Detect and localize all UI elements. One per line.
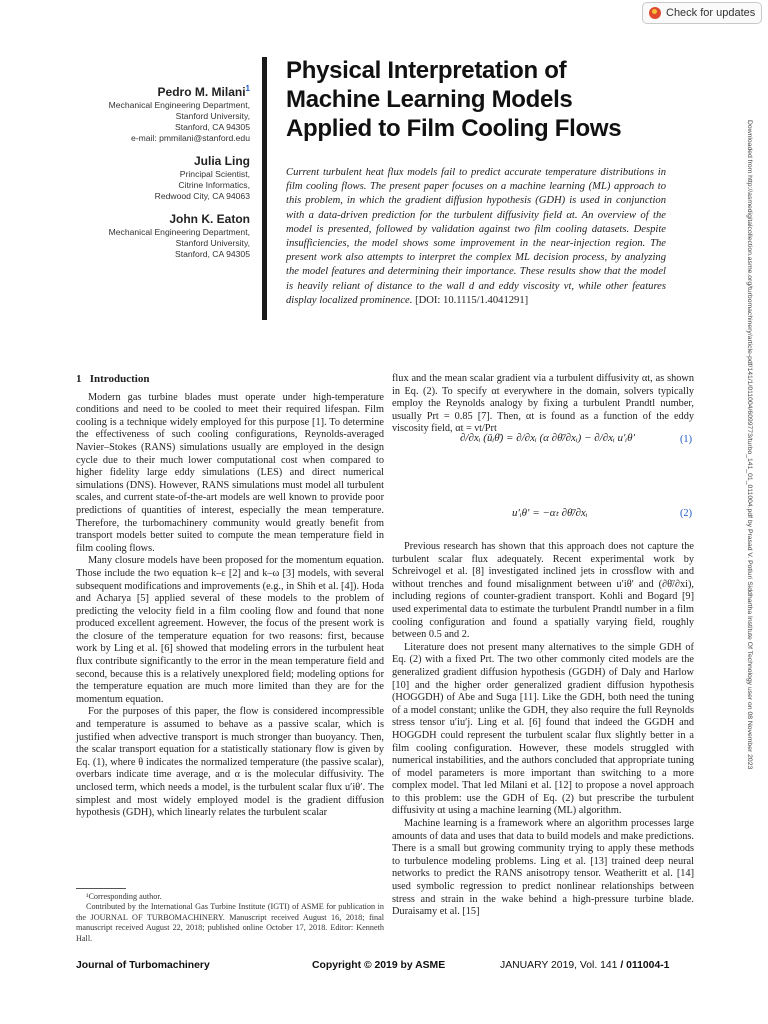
paragraph: For the purposes of this paper, the flow is considered incompressible and temperature is assumed to behave as a passive scalar, which is justified when advective transport is much stronger than buoyancy. Then, the scalar transport equation for a statistically stationary flow is given by Eq. (1), where θ indicates the normalized temperature (the passive scalar), overbars indicate time average, and α is the molecular diffusivity. The unclosed term, which needs a model, is the turbulent scalar flux u′iθ′. The simplest and most widely employed model is the gradient diffusion hypothesis (GDH), which linearly relates the turbulent scalar (76, 706, 384, 819)
equation-number: (2) (680, 508, 693, 519)
author-name: Julia Ling (193, 154, 250, 168)
right-column-bottom (392, 541, 694, 919)
update-badge-icon (649, 7, 661, 19)
paragraph: Literature does not present many alternatives to the simple GDH of Eq. (2) with a fixed Prt. The two other commonly cited models are the generalized gradient diffusion hypothesis (GGDH) of Daly and Harlow [10] and the higher order generalized gradient diffusion hypothesis (HOGGDH) of Abe and Suga [11]. Like the GDH, both need the tuning of a model constant; unlike the GDH, they also require the full Reynolds stress tensor u′iu′j. Ling et al. [6] found that indeed the GGDH and HOGGDH could represent the turbulent scalar flux slightly better in a film cooling configuration. However, these models struggled with numerical instabilities, and the authors concluded that appropriate tuning of model parameters is more important than switching to a more complex model. That led Milani et al. [12] to propose a novel approach to this problem: use the GDH of Eq. (2) but prescribe the turbulent diffusivity αt using a machine learning (ML) algorithm. (392, 641, 694, 817)
download-notice-text: Downloaded from http://asmedigitalcollection.asme.org/turbomachinery/article-pdf/141/1/011004/6099773/turbo_141_01_011004.pdf by Prasad V. Potluri Siddhartha Institute Of Technology user on 08 November 2023 (746, 120, 753, 770)
issue: JANUARY 2019, Vol. 141 (500, 960, 618, 971)
author-3 (108, 212, 250, 260)
paragraph: Previous research has shown that this approach does not capture the turbulent scalar flux adequately. Recent experimental work by Schreivogel et al. [8] investigated inclined jets in crossflow with and without trenches and found misalignment between u′iθ′ and (∂θ̄/∂xi), including regions of counter-gradient transport. Kohli and Bogard [9] used experimental data to estimate the turbulent Prandtl number in a film cooling configuration and found a spatially varying field, roughly between 0.5 and 2. (392, 541, 694, 641)
doi-link[interactable]: [DOI: 10.1115/1.4041291] (415, 294, 529, 306)
affiliation-line: Stanford, CA 94305 (174, 249, 250, 259)
affiliation-line: Redwood City, CA 94063 (154, 191, 250, 201)
affiliation-line: Principal Scientist, (179, 169, 250, 179)
left-column (76, 373, 384, 820)
title-line: Applied to Film Cooling Flows (286, 115, 622, 142)
footnote: ¹Corresponding author. (86, 892, 162, 901)
page-number: 011004-1 (626, 960, 670, 971)
right-column-top (392, 373, 694, 436)
affiliation-line: Mechanical Engineering Department, (108, 100, 250, 110)
footnotes (76, 892, 384, 944)
author-name: Pedro M. Milani (157, 85, 246, 99)
section-heading (76, 373, 384, 386)
paper-title (286, 56, 666, 143)
paragraph: flux and the mean scalar gradient via a turbulent diffusivity αt, as shown in Eq. (2). To specify αt everywhere in the domain, solvers typically employ the Reynolds analogy by fixing a turbulent Prandtl number, usually Prt = 0.85 [7]. Then, αt is found as a function of the eddy viscosity field, αt = νt/Prt (392, 373, 694, 435)
abstract-text: Current turbulent heat flux models fail to predict accurate temperature distributions in film cooling flows. The present paper focuses on a machine learning (ML) approach to this problem, in which the gradient diffusion hypothesis (GDH) is used in conjunction with a data-driven prediction for the turbulent diffusivity field αt. An overview of the model is presented, followed by validation against two film cooling datasets. Despite insufficiencies, the model shows some improvement in the near-injection region. The present work also attempts to interpret the complex ML decision process, by analyzing the model features and determining their importance. These results show that the model is heavily reliant of distance to the wall d and eddy viscosity νt, while other features display localized prominence. (286, 167, 666, 306)
affiliation-line: Stanford University, (175, 111, 250, 121)
check-for-updates-button[interactable] (642, 2, 762, 24)
affiliation-line: Citrine Informatics, (178, 180, 250, 190)
equation-1: ∂/∂xᵢ (ūᵢθ̄) = ∂/∂xᵢ (α ∂θ̄/∂xᵢ) − ∂/∂xᵢ u′ᵢθ′ (460, 432, 635, 444)
equation-2: u′ᵢθ′ = −αₜ ∂θ̄/∂xᵢ (512, 507, 588, 519)
paragraph: Modern gas turbine blades must operate under high-temperature conditions and need to be cooled to meet their required lifespan. Film cooling is a technique widely employed for this purpose [1]. To determine the effectiveness of such cooling configurations, Reynolds-averaged Navier–Stokes (RANS) simulations usually are employed in the design cycle due to their much lower computational cost when compared to higher fidelity large eddy simulations (LES) and direct numerical simulations (DNS). However, RANS simulations must model all turbulent scales, and current state-of-the-art models are well known to provide poor predictions of quantities of interest, especially the mean temperature. Therefore, the turbomachinery community would greatly benefit from transport models better suited to compute the mean temperature field in film cooling flows. (76, 391, 384, 554)
author-list (108, 84, 250, 270)
affiliation-line: Stanford, CA 94305 (174, 122, 250, 132)
paragraph: Many closure models have been proposed for the momentum equation. Those include the two equation k–ε [2] and k–ω [3] models, with several subsequent modifications and improvements (e.g., in Shih et al. [4]). Hoda and Acharya [5] applied several of these models to the problem of predicting the velocity field in a film cooling flow and found that none produced excellent agreement. However, the focus of the present work is the closure of the temperature equation for two reasons: first, because work by Ling et al. [6] showed that modeling errors in the turbulent heat flux contribute significantly to the error in the mean temperature field and second, because this is a relatively unexplored field; modeling options for the temperature equation are much more limited than they are for the momentum equation. (76, 555, 384, 705)
abstract (286, 166, 666, 308)
check-for-updates-label: Check for updates (666, 7, 756, 19)
author-email: e-mail: pmmilani@stanford.edu (130, 133, 250, 143)
author-name: John K. Eaton (169, 212, 250, 226)
title-accent-bar (262, 57, 267, 320)
copyright: Copyright © 2019 by ASME (312, 960, 446, 971)
title-line: Machine Learning Models (286, 86, 573, 113)
title-line: Physical Interpretation of (286, 57, 567, 84)
download-notice (741, 120, 755, 890)
author-footnote-marker[interactable]: 1 (245, 84, 250, 93)
paragraph: Machine learning is a framework where an algorithm processes large amounts of data and uses that data to build models and make predictions. There is a small but growing community trying to apply these methods to turbulence modeling problems. Ling et al. [13] trained deep neural networks to predict the RANS anisotropy tensor. Weatheritt et al. [14] used symbolic regression to predict nonlinear relationships between stress and strain in the wake behind a high-pressure turbine blade. Duraisamy et al. [15] (392, 818, 694, 918)
journal-name: Journal of Turbomachinery (76, 960, 210, 971)
issue-info: JANUARY 2019, Vol. 141 / 011004-1 (500, 960, 670, 971)
footnote: Contributed by the International Gas Turbine Institute (IGTI) of ASME for publication in the JOURNAL OF TURBOMACHINERY. Manuscript received August 16, 2018; final manuscript received August 22, 2018; published online October 17, 2018. Editor: Kenneth Hall. (76, 902, 384, 943)
equation-number: (1) (680, 434, 693, 445)
section-title: Introduction (89, 373, 150, 385)
section-number: 1 (76, 373, 82, 385)
footnote-divider (76, 888, 126, 889)
author-2 (108, 154, 250, 202)
author-1 (108, 84, 250, 144)
affiliation-line: Stanford University, (175, 238, 250, 248)
affiliation-line: Mechanical Engineering Department, (108, 227, 250, 237)
